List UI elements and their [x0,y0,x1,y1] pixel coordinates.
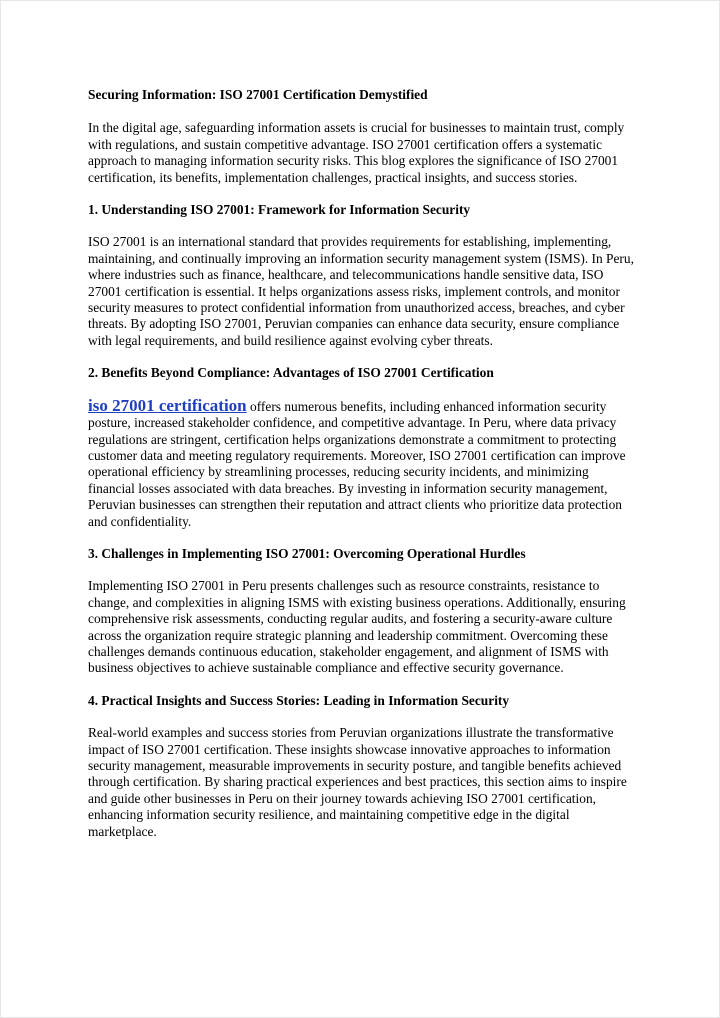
section-1-heading: 1. Understanding ISO 27001: Framework for Information Security [88,202,471,218]
section-4-body: Real-world examples and success stories from Peruvian organizations illustrate the transformative impact of ISO 27001 certification. These insights showcase innovative approaches to information security management, measurable improvements in security posture, and tangible benefits achieved through certification. By sharing practical experiences and best practices, this section aims to inspire and guide other businesses in Peru on their journey towards achieving ISO 27001 certification, enhancing information security resilience, and maintaining competitive edge in the digital marketplace. [88,725,627,839]
section-2-heading: 2. Benefits Beyond Compliance: Advantages of ISO 27001 Certification [88,365,494,381]
section-2-paragraph [88,395,638,530]
section-3-body: Implementing ISO 27001 in Peru presents challenges such as resource constraints, resistance to change, and complexities in aligning ISMS with existing business operations. Additionally, ensuring comprehensive risk assessments, conducting regular audits, and fostering a security-aware culture across the organization require strategic planning and leadership commitment. Overcoming these challenges demands continuous education, stakeholder engagement, and alignment of ISMS with business objectives to achieve sustainable compliance and effective security governance. [88,578,626,676]
section-4-heading: 4. Practical Insights and Success Stories: Leading in Information Security [88,692,510,708]
document-content [88,87,638,856]
section-1-body: ISO 27001 is an international standard that provides requirements for establishing, implementing, maintaining, and continually improving an information security management system (ISMS). In Peru, where industries such as finance, healthcare, and telecommunications handle sensitive data, ISO 27001 certification is essential. It helps organizations assess risks, implement controls, and monitor security measures to protect confidential information from unauthorized access, breaches, and cyber threats. By adopting ISO 27001, Peruvian companies can enhance data security, ensure compliance with legal requirements, and build resilience against evolving cyber threats. [88,234,634,348]
document-title: Securing Information: ISO 27001 Certification Demystified [88,87,428,102]
intro-paragraph: In the digital age, safeguarding information assets is crucial for businesses to maintain trust, comply with regulations, and sustain competitive advantage. ISO 27001 certification offers a systematic approach to managing information security risks. This blog explores the significance of ISO 27001 certification, its benefits, implementation challenges, practical insights, and success stories. [88,120,625,185]
section-3-heading: 3. Challenges in Implementing ISO 27001: Overcoming Operational Hurdles [88,545,526,561]
iso-certification-link[interactable]: iso 27001 certification [88,395,247,415]
section-2-body: offers numerous benefits, including enhanced information security posture, increased stakeholder confidence, and competitive advantage. In Peru, where data privacy regulations are stringent, certification helps organizations demonstrate a commitment to protecting customer data and meeting regulatory requirements. Moreover, ISO 27001 certification can improve operational efficiency by streamlining processes, reducing security incidents, and minimizing financial losses associated with data breaches. By investing in information security management, Peruvian businesses can strengthen their reputation and attract clients who prioritize data protection and confidentiality. [88,398,626,529]
